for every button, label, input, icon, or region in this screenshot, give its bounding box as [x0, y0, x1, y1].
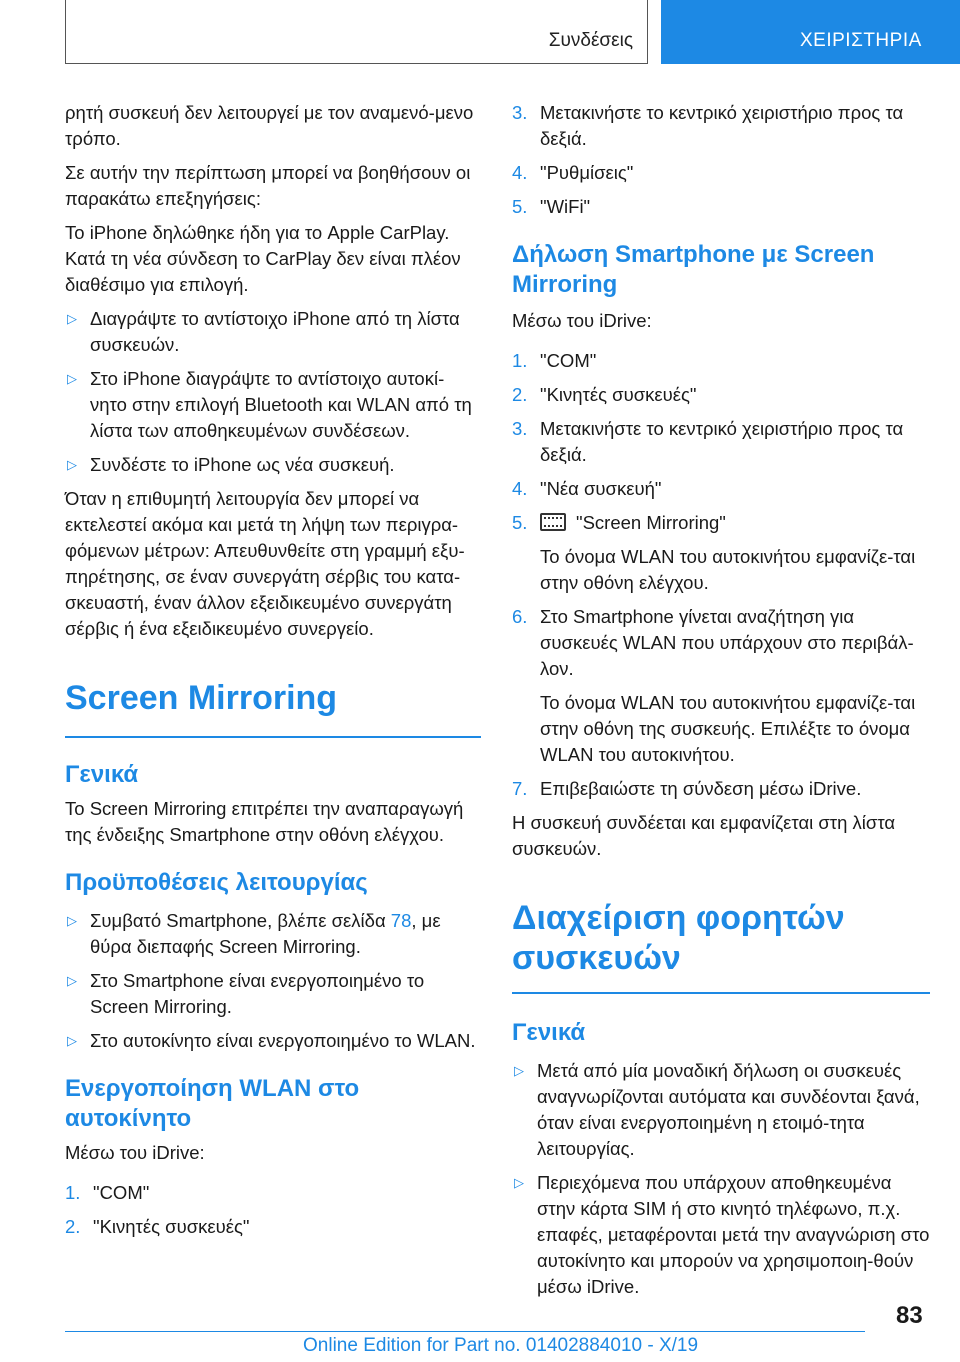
paragraph: ρητή συσκευή δεν λειτουργεί με τον αναμενό-μενο τρόπο.	[65, 102, 474, 149]
screen-mirroring-icon	[540, 513, 566, 531]
numbered-step: 6. Στο Smartphone γίνεται αναζήτηση για συσκευές WLAN που υπάρχουν στο περιβάλ-λον. Το όνομα WLAN του αυτοκινήτου εμφανίζε-ται στην οθόνη της συσκευής. Επιλέξτε το όνομα WLAN του αυτοκινήτου.	[512, 606, 916, 765]
paragraph: Σε αυτήν την περίπτωση μπορεί να βοηθήσουν οι παρακάτω επεξηγήσεις:	[65, 162, 471, 209]
section-heading-register-smartphone: Δήλωση Smartphone με Screen Mirroring	[512, 241, 875, 298]
chapter-tab[interactable]	[661, 0, 960, 64]
list-item: ▷ Στο Smartphone είναι ενεργοποιημένο το Screen Mirroring.	[67, 969, 425, 1017]
triangle-bullet-icon: ▷	[514, 1062, 524, 1078]
footer-edition-text: Online Edition for Part no. 01402884010 - X/19	[303, 1335, 699, 1356]
list-item: ▷ Μετά από μία μοναδική δήλωση οι συσκευές αναγνωρίζονται αυτόματα και συνδέονται ξανά, όταν είναι ενεργοποιημένη η ετοιμό-τητα λειτουργίας.	[514, 1059, 920, 1159]
triangle-bullet-icon: ▷	[67, 457, 77, 472]
triangle-bullet-icon: ▷	[67, 311, 77, 326]
heading-divider	[512, 992, 930, 994]
section-heading-prerequisites: Προϋποθέσεις λειτουργίας	[65, 868, 368, 896]
numbered-step: 1. "COM"	[512, 350, 597, 371]
section-title: Συνδέσεις	[548, 30, 633, 51]
triangle-bullet-icon: ▷	[67, 912, 77, 928]
triangle-bullet-icon: ▷	[67, 972, 77, 988]
list-item: ▷ Διαγράψτε το αντίστοιχο iPhone από τη λίστα συσκευών.	[67, 308, 460, 355]
footer-divider	[65, 1331, 865, 1332]
heading-divider	[65, 736, 481, 738]
triangle-bullet-icon: ▷	[514, 1174, 524, 1190]
numbered-step: 5. "Screen Mirroring" Το όνομα WLAN του αυτοκινήτου εμφανίζε-ται στην οθόνη ελέγχου.	[512, 512, 916, 593]
list-item: ▷ Στο iPhone διαγράψτε το αντίστοιχο αυτοκί-νητο στην επιλογή Bluetooth και WLAN από τη λίστα των αποθηκευμένων συνδέσεων.	[67, 368, 472, 441]
list-item: ▷ Περιεχόμενα που υπάρχουν αποθηκευμένα στην κάρτα SIM ή στο κινητό τηλέφωνο, π.χ. επαφές, μεταφέρονται μετά την αναγνώριση στο αυτοκίνητο και μπορούν να χρησιμοποιη-θούν μέσω iDrive.	[514, 1171, 930, 1297]
right-column	[512, 100, 930, 1308]
paragraph: Το iPhone δηλώθηκε ήδη για το Apple CarPlay. Κατά τη νέα σύνδεση το CarPlay δεν είναι πλέον διαθέσιμο για επιλογή.	[65, 222, 461, 295]
numbered-step: 4. "Ρυθμίσεις"	[512, 162, 634, 183]
chapter-heading-screen-mirroring: Screen Mirroring	[65, 679, 338, 717]
chapter-tab-label: ΧΕΙΡΙΣΤΗΡΙΑ	[800, 30, 922, 51]
numbered-step: 3. Μετακινήστε το κεντρικό χειριστήριο προς τα δεξιά.	[512, 102, 904, 149]
paragraph: Μέσω του iDrive:	[512, 310, 652, 331]
page-reference-link[interactable]: 78	[390, 909, 412, 931]
list-item: ▷ Στο αυτοκίνητο είναι ενεργοποιημένο το WLAN.	[65, 1028, 481, 1054]
numbered-step: 3. Μετακινήστε το κεντρικό χειριστήριο προς τα δεξιά.	[512, 418, 904, 465]
paragraph: Όταν η επιθυμητή λειτουργία δεν μπορεί να εκτελεστεί ακόμα και μετά τη λήψη των περιγρα-φόμενων μέτρων: Απευθυνθείτε στη γραμμή εξυ-πηρέτησης, σε έναν συνεργάτη σέρβις του κατα-σκευαστή, έναν άλλον εξειδικευμένο συνεργάτη σέρβις ή ένα εξειδικευμένο συνεργείο.	[65, 488, 465, 639]
paragraph: Το Screen Mirroring επιτρέπει την αναπαραγωγή της ένδειξης Smartphone στην οθόνη ελέγχου.	[65, 797, 464, 845]
paragraph: Η συσκευή συνδέεται και εμφανίζεται στη λίστα συσκευών.	[512, 812, 896, 859]
numbered-step: 7. Επιβεβαιώστε τη σύνδεση μέσω iDrive.	[512, 778, 862, 799]
numbered-step: 4. "Νέα συσκευή"	[512, 478, 662, 499]
paragraph: Μέσω του iDrive:	[65, 1141, 205, 1163]
numbered-step: 5. "WiFi"	[512, 196, 591, 217]
section-heading-general: Γενικά	[65, 760, 139, 788]
chapter-heading-device-management: Διαχείριση φορητών συσκευών	[512, 899, 845, 977]
list-item: ▷ Συνδέστε το iPhone ως νέα συσκευή.	[65, 452, 481, 478]
section-heading-wlan-activation: Ενεργοποίηση WLAN στο αυτοκίνητο	[65, 1074, 360, 1132]
page-number: 83	[896, 1302, 923, 1329]
numbered-step: 1. "COM"	[65, 1181, 150, 1203]
list-item: ▷ Συμβατό Smartphone, βλέπε σελίδα 78, με θύρα διεπαφής Screen Mirroring.	[67, 909, 441, 957]
numbered-step: 2. "Κινητές συσκευές"	[512, 384, 697, 405]
numbered-step: 2. "Κινητές συσκευές"	[65, 1215, 250, 1237]
left-column	[65, 100, 481, 1248]
triangle-bullet-icon: ▷	[67, 371, 77, 386]
section-heading-general: Γενικά	[512, 1018, 586, 1046]
header-section-box	[65, 0, 648, 64]
triangle-bullet-icon: ▷	[67, 1032, 77, 1048]
